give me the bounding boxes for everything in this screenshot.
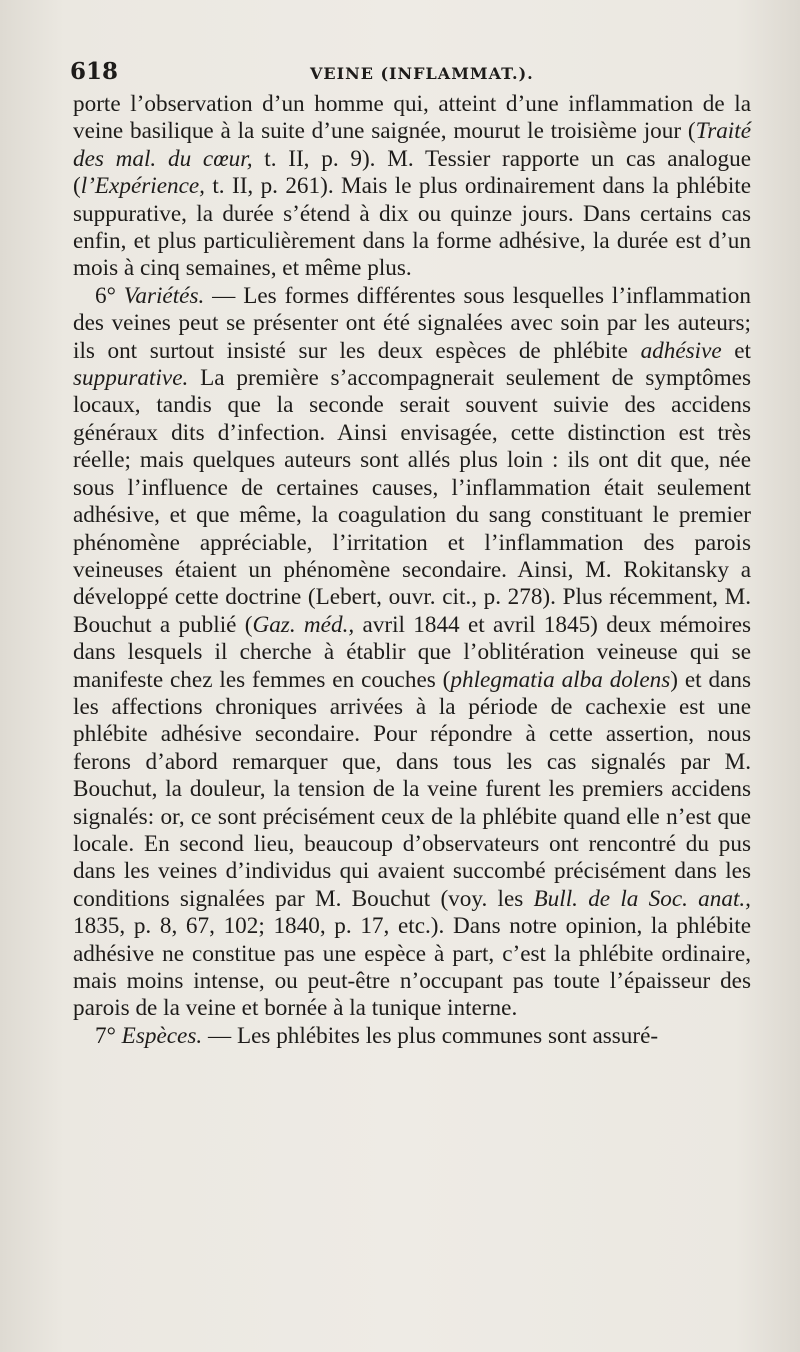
body-text xyxy=(73,91,751,1050)
paragraph-1 xyxy=(73,91,751,283)
running-title: VEINE (INFLAMMAT.). xyxy=(310,64,534,83)
text-run: porte l’observation d’un homme qui, atteint d’une inflammation de la veine basilique à la suite d’une saignée, mourut le troisième jour ( xyxy=(73,91,751,145)
text-run: 1835, p. 8, 67, 102; 1840, p. 17, etc.). Dans notre opinion, la phlébite adhésive ne constitue pas une espèce à part, c’est la phlébite ordinaire, mais moins intense, ou peut-être n’occupant pas toute l’épaisseur des parois de la veine et bornée à la tunique interne. xyxy=(73,913,751,1022)
citation: l’Expérience, xyxy=(80,173,205,200)
section-number: 7° xyxy=(95,1022,122,1049)
emphasis: phlegmatia alba dolens xyxy=(450,666,671,693)
section-number: 6° xyxy=(95,282,124,309)
citation: Gaz. méd., xyxy=(252,611,355,638)
running-head xyxy=(70,56,790,92)
emphasis: suppurative. xyxy=(73,365,189,392)
page-number: 618 xyxy=(70,58,119,85)
paragraph-3-especes xyxy=(73,1023,751,1050)
citation: Traité des mal. du cœur, xyxy=(73,118,751,172)
text-run: t. II, p. 9). M. Tessier rapporte un cas analogue ( xyxy=(73,145,751,200)
paragraph-2-varietes xyxy=(73,283,751,1023)
text-run: et xyxy=(721,337,752,364)
emphasis: adhésive xyxy=(640,337,722,364)
citation: Bull. de la Soc. anat., xyxy=(533,885,751,912)
text-run: ) et dans les affections chroniques arrivées à la période de cachexie est une phlébite adhésive secondaire. Pour répondre à cette assertion, nous ferons d’abord remarquer que, dans tous les cas signalés par M. Bouchut, la douleur, la tension de la veine furent les premiers accidens signalés: or, ce sont précisément ceux de la phlébite quand elle n’est que locale. En second lieu, beaucoup d’observateurs ont rencontré du pus dans les veines d’individus qui avaient succombé précisément dans les conditions signalées par M. Bouchut (voy. les xyxy=(73,666,751,912)
section-heading: Variétés. xyxy=(123,282,205,309)
text-run: t. II, p. 261). Mais le plus ordinairement dans la phlébite suppurative, la durée s’étend à dix ou quinze jours. Dans certains cas enfin, et plus particulièrement dans la forme adhésive, la durée est d’un mois à cinq semaines, et même plus. xyxy=(73,173,751,282)
text-run: — Les formes différentes sous lesquelles l’inflammation des veines peut se présenter ont été signalées avec soin par les auteurs; ils ont surtout insisté sur les deux espèces de phlébite xyxy=(73,282,751,364)
section-heading: Espèces. xyxy=(121,1022,203,1049)
text-run: La première s’accompagnerait seulement de symptômes locaux, tandis que la seconde serait souvent suivie des accidens généraux dits d’infection. Ainsi envisagée, cette distinction est très réelle; mais quelques auteurs sont allés plus loin : ils ont dit que, née sous l’influence de certaines causes, l’inflammation était seulement adhésive, et que même, la coagulation du sang constituant le premier phénomène appréciable, l’irritation et l’inflammation des parois veineuses étaient un phénomène secondaire. Ainsi, M. Rokitansky a développé cette doctrine (Lebert, ouvr. cit., p. 278). Plus récemment, M. Bouchut a publié ( xyxy=(73,365,751,638)
text-run: — Les phlébites les plus communes sont assuré- xyxy=(202,1022,659,1049)
text-run: avril 1844 et avril 1845) deux mémoires dans lesquels il cherche à établir que l’oblitération veineuse qui se manifeste chez les femmes en couches ( xyxy=(73,611,752,693)
